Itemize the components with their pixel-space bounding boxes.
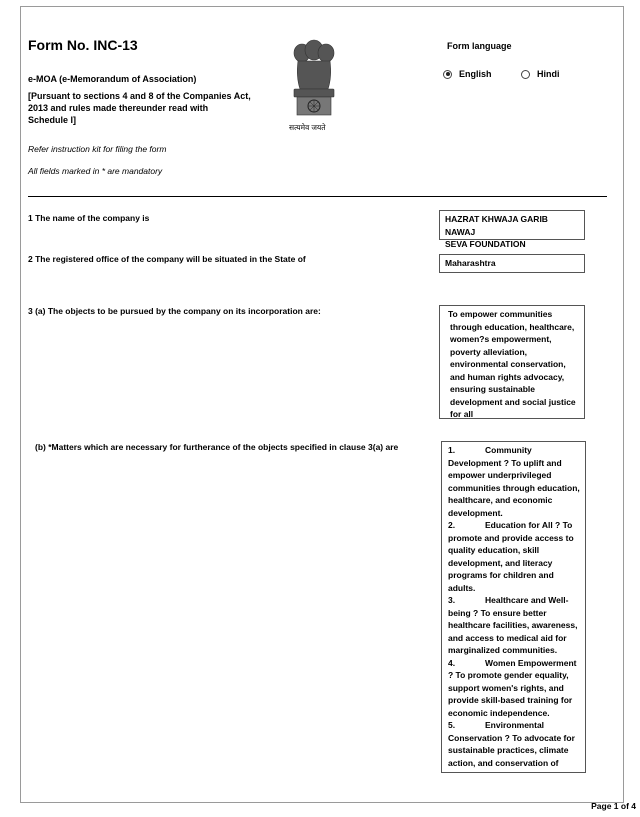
field-line: poverty alleviation,: [450, 346, 527, 357]
field-line: and human rights advocacy,: [450, 371, 565, 382]
national-emblem-icon: [286, 37, 342, 133]
field-line: programs for children and: [448, 570, 554, 580]
item-number: 3.: [448, 595, 456, 605]
radio-unselected-icon[interactable]: [521, 70, 530, 79]
emblem-motto: सत्यमेव जयते: [289, 123, 326, 132]
question-company-name: 1 The name of the company is: [28, 213, 150, 223]
field-line: development.: [448, 507, 503, 518]
matters-field[interactable]: [441, 441, 586, 773]
form-page: [20, 6, 624, 803]
field-line: Women Empowerment: [485, 657, 577, 668]
field-line: quality education, skill: [448, 545, 540, 555]
objects-field[interactable]: [439, 305, 585, 419]
radio-selected-icon[interactable]: [443, 70, 452, 79]
field-line: empower underprivileged: [448, 470, 552, 480]
field-text: Maharashtra: [445, 258, 496, 268]
field-line: for all: [450, 409, 474, 419]
field-line: economic independence.: [448, 707, 550, 718]
language-option-hindi[interactable]: [521, 69, 560, 79]
field-line: sustainable practices, climate: [448, 745, 569, 755]
field-line: Education for All ? To: [485, 520, 573, 530]
field-line: action, and conservation of: [448, 757, 559, 768]
field-line: Community: [485, 445, 532, 455]
state-field[interactable]: [439, 254, 585, 273]
field-line: provide skill-based training for: [448, 695, 573, 705]
field-line: ? To promote gender equality,: [448, 670, 569, 680]
question-matters: (b) *Matters which are necessary for furtherance of the objects specified in clause 3(a) are: [35, 442, 399, 452]
item-number: 5.: [448, 720, 456, 730]
language-option-english[interactable]: [443, 69, 492, 79]
list-item: [448, 519, 580, 594]
question-objects: 3 (a) The objects to be pursued by the company on its incorporation are:: [28, 306, 321, 316]
form-number: Form No. INC-13: [28, 37, 138, 53]
company-name-field[interactable]: [439, 210, 585, 249]
language-option-label: English: [459, 69, 492, 79]
item-number: 2.: [448, 520, 456, 530]
field-line: communities through education,: [448, 482, 580, 493]
list-item: [448, 719, 580, 769]
form-title: e-MOA (e-Memorandum of Association): [28, 74, 197, 84]
field-line: environmental conservation,: [450, 359, 566, 369]
mandatory-note: All fields marked in * are mandatory: [28, 166, 163, 176]
language-option-label: Hindi: [537, 69, 560, 79]
field-line: development and social justice: [450, 396, 576, 407]
field-line: ensuring sustainable: [450, 384, 536, 394]
field-line: Development ? To uplift and: [448, 457, 562, 468]
list-item: [448, 594, 580, 657]
field-line: being ? To ensure better: [448, 607, 547, 618]
field-line: and access to medical aid for: [448, 632, 567, 643]
field-line: marginalized communities.: [448, 645, 558, 655]
field-line: healthcare facilities, awareness,: [448, 620, 578, 630]
item-number: 4.: [448, 657, 456, 668]
field-line: adults.: [448, 582, 476, 593]
field-line: support women's rights, and: [448, 682, 564, 693]
field-line: Healthcare and Well-: [485, 595, 569, 605]
field-line: women?s empowerment,: [450, 334, 552, 344]
list-item: [448, 444, 580, 519]
field-line: To empower communities: [448, 309, 553, 319]
field-line: through education, healthcare,: [450, 321, 575, 332]
field-line: Environmental: [485, 720, 545, 730]
question-registered-office: 2 The registered office of the company will be situated in the State of: [28, 254, 306, 264]
instruction-note: Refer instruction kit for filing the form: [28, 144, 167, 154]
form-language-label: Form language: [447, 41, 512, 51]
header-divider: [28, 196, 607, 197]
field-line: Conservation ? To advocate for: [448, 732, 575, 743]
pursuant-text: [Pursuant to sections 4 and 8 of the Companies Act, 2013 and rules made thereunder read with Schedule I]: [28, 91, 251, 125]
page-number: Page 1 of 4: [591, 801, 636, 811]
field-text: HAZRAT KHWAJA GARIB NAWAJ: [445, 214, 548, 237]
list-item: [448, 657, 580, 720]
item-number: 1.: [448, 445, 456, 455]
field-line: development, and literacy: [448, 557, 553, 568]
field-line: healthcare, and economic: [448, 495, 553, 505]
field-line: promote and provide access to: [448, 532, 574, 543]
field-text: SEVA FOUNDATION: [445, 239, 526, 249]
